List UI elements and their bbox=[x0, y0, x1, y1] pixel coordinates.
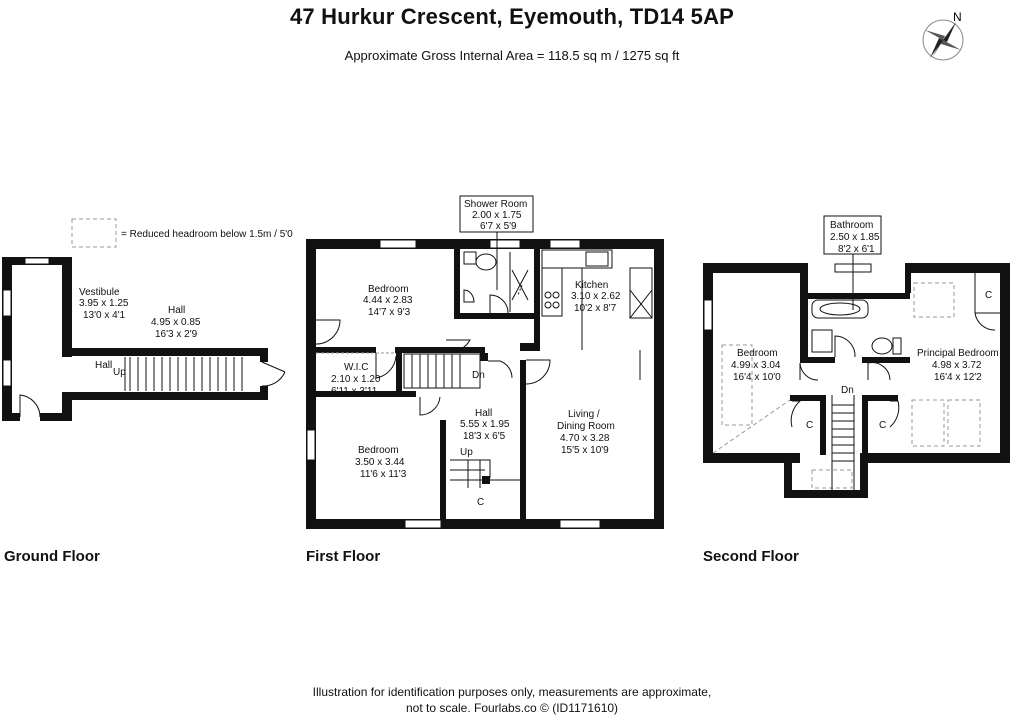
second-floor-label: Second Floor bbox=[703, 548, 799, 565]
bedroom2-name: Bedroom bbox=[358, 445, 399, 456]
first-stairs-up: Up bbox=[460, 447, 473, 458]
bedroom1-name: Bedroom bbox=[368, 284, 409, 295]
principal-bedroom-metric: 4.98 x 3.72 bbox=[932, 360, 982, 371]
wic-imperial: 6'11 x 3'11 bbox=[331, 386, 378, 397]
kitchen-metric: 3.10 x 2.62 bbox=[571, 291, 621, 302]
vestibule-metric: 3.95 x 1.25 bbox=[79, 298, 129, 309]
first-stairs-dn: Dn bbox=[472, 370, 485, 381]
living-imperial: 15'5 x 10'9 bbox=[561, 445, 609, 456]
bathroom-metric: 2.50 x 1.85 bbox=[830, 232, 880, 243]
disclaimer-line-1: Illustration for identification purposes only, measurements are approximate, bbox=[312, 685, 712, 699]
vestibule-imperial: 13'0 x 4'1 bbox=[83, 310, 126, 321]
second-bedroom-imperial: 16'4 x 10'0 bbox=[733, 372, 781, 383]
first-floor-label: First Floor bbox=[306, 548, 381, 565]
kitchen-imperial: 10'2 x 8'7 bbox=[574, 303, 617, 314]
compass-icon bbox=[923, 10, 963, 60]
ground-hall-small-label: Hall bbox=[95, 360, 113, 371]
principal-bedroom-imperial: 16'4 x 12'2 bbox=[934, 372, 982, 383]
disclaimer-footer bbox=[0, 684, 1024, 716]
bathroom-name: Bathroom bbox=[830, 220, 874, 231]
wic-metric: 2.10 x 1.20 bbox=[331, 374, 381, 385]
second-bedroom-name: Bedroom bbox=[737, 348, 778, 359]
shower-room-name: Shower Room bbox=[464, 199, 528, 210]
principal-bedroom-name: Principal Bedroom bbox=[917, 348, 999, 359]
living-name: Living / bbox=[568, 409, 600, 420]
second-cupboard-label-3: C bbox=[879, 420, 887, 431]
first-hall-metric: 5.55 x 1.95 bbox=[460, 419, 510, 430]
ground-stairs bbox=[130, 357, 242, 391]
ground-hall-metric: 4.95 x 0.85 bbox=[151, 317, 201, 328]
first-hall-name: Hall bbox=[475, 408, 493, 419]
bedroom1-metric: 4.44 x 2.83 bbox=[363, 295, 413, 306]
second-bedroom-metric: 4.99 x 3.04 bbox=[731, 360, 781, 371]
vestibule-name: Vestibule bbox=[79, 287, 120, 298]
second-cupboard-label-1: C bbox=[985, 290, 993, 301]
ground-hall-imperial: 16'3 x 2'9 bbox=[155, 329, 198, 340]
second-floor-stairs bbox=[832, 395, 854, 490]
bedroom2-imperial: 11'6 x 11'3 bbox=[360, 469, 407, 480]
bathroom-imperial: 8'2 x 6'1 bbox=[838, 244, 875, 255]
bedroom2-metric: 3.50 x 3.44 bbox=[355, 457, 405, 468]
compass-north-label: N bbox=[953, 10, 962, 24]
first-hall-imperial: 18'3 x 6'5 bbox=[463, 431, 506, 442]
wic-name: W.I.C bbox=[344, 362, 369, 373]
legend-swatch bbox=[72, 219, 116, 247]
bedroom1-imperial: 14'7 x 9'3 bbox=[368, 307, 411, 318]
ground-floor-plan bbox=[2, 257, 268, 421]
ground-floor-label: Ground Floor bbox=[4, 548, 100, 565]
second-cupboard-label-2: C bbox=[806, 420, 814, 431]
shower-room-imperial: 6'7 x 5'9 bbox=[480, 221, 517, 232]
gross-area-subtitle: Approximate Gross Internal Area = 118.5 sq m / 1275 sq ft bbox=[344, 48, 680, 63]
legend-text: = Reduced headroom below 1.5m / 5'0 bbox=[121, 229, 293, 240]
shower-room-metric: 2.00 x 1.75 bbox=[472, 210, 522, 221]
living-metric: 4.70 x 3.28 bbox=[560, 433, 610, 444]
kitchen-name: Kitchen bbox=[575, 280, 609, 291]
ground-hall-name: Hall bbox=[168, 305, 186, 316]
ground-stairs-up: Up bbox=[113, 367, 126, 378]
disclaimer-line-2: not to scale. Fourlabs.co © (ID1171610) bbox=[405, 701, 619, 715]
second-stairs-dn: Dn bbox=[841, 385, 854, 396]
living-name-line2: Dining Room bbox=[557, 421, 615, 432]
first-cupboard-label: C bbox=[477, 497, 485, 508]
page-title: 47 Hurkur Crescent, Eyemouth, TD14 5AP bbox=[289, 4, 735, 29]
